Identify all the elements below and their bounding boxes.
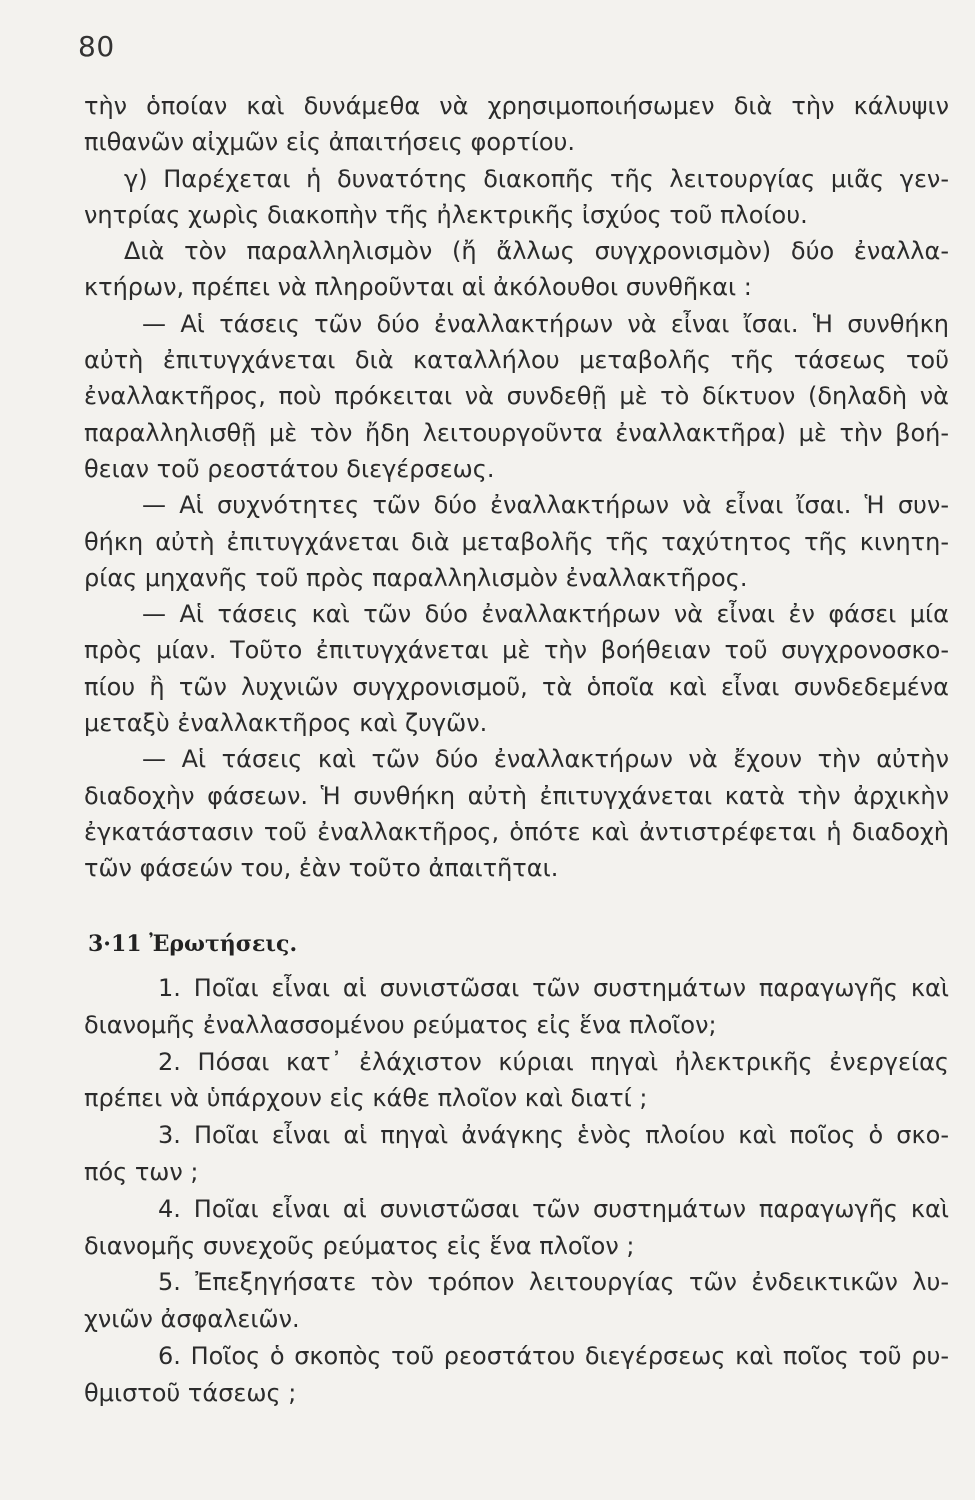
text-line: κτήρων, πρέπει νὰ πληροῦνται αἱ ἀκόλουθοι συνθῆκαι :: [84, 273, 752, 302]
question-line: πός των ;: [84, 1157, 199, 1186]
text-line: ρίας μηχανῆς τοῦ πρὸς παραλληλισμὸν ἐναλλακτῆρος.: [84, 563, 748, 592]
question-line: θμιστοῦ τάσεως ;: [84, 1378, 297, 1407]
question-line: 4. Ποῖαι εἶναι αἱ συνιστῶσαι τῶν συστημάτων παραγωγῆς καὶ: [158, 1194, 949, 1223]
question-line: 1. Ποῖαι εἶναι αἱ συνιστῶσαι τῶν συστημάτων παραγωγῆς καὶ: [158, 974, 949, 1002]
text-line: ἐναλλακτῆρος, ποὺ πρόκειται νὰ συνδεθῇ μὲ τὸ δίκτυον (δηλαδὴ νὰ: [84, 382, 949, 411]
text-line: θήκη αὐτὴ ἐπιτυγχάνεται διὰ μεταβολῆς τῆς ταχύτητος τῆς κινητη-: [84, 527, 949, 556]
text-line: πρὸς μίαν. Τοῦτο ἐπιτυγχάνεται μὲ τὴν βοήθειαν τοῦ συγχρονοσκο-: [84, 636, 949, 665]
question-line: χνιῶν ἀσφαλειῶν.: [84, 1305, 300, 1334]
text-line: αὐτὴ ἐπιτυγχάνεται διὰ καταλλήλου μεταβολῆς τῆς τάσεως τοῦ: [84, 346, 949, 375]
text-line: νητρίας χωρὶς διακοπὴν τῆς ἠλεκτρικῆς ἰσχύος τοῦ πλοίου.: [84, 200, 808, 229]
text-line: τῶν φάσεών του, ἐὰν τοῦτο ἀπαιτῆται.: [84, 854, 559, 883]
question-line: διανομῆς ἐναλλασσομένου ρεύματος εἰς ἕνα πλοῖον;: [84, 1010, 717, 1039]
text-line: — Αἱ τάσεις καὶ τῶν δύο ἐναλλακτήρων νὰ ἔχουν τὴν αὐτὴν: [142, 745, 949, 774]
section-heading: 3·11 Ἐρωτήσεις.: [88, 931, 298, 957]
question-line: πρέπει νὰ ὑπάρχουν εἰς κάθε πλοῖον καὶ διατί ;: [84, 1084, 648, 1113]
question-line: 5. Ἐπεξηγήσατε τὸν τρόπον λειτουργίας τῶν ἐνδεικτικῶν λυ-: [158, 1268, 949, 1297]
text-line: πίου ἢ τῶν λυχνιῶν συγχρονισμοῦ, τὰ ὁποῖα καὶ εἶναι συνδεδεμένα: [84, 672, 949, 701]
question-line: 6. Ποῖος ὁ σκοπὸς τοῦ ρεοστάτου διεγέρσεως καὶ ποῖος τοῦ ρυ-: [158, 1341, 949, 1370]
text-line: παραλληλισθῇ μὲ τὸν ἤδη λειτουργοῦντα ἐναλλακτῆρα) μὲ τὴν βοή-: [84, 418, 949, 447]
text-line: διαδοχὴν φάσεων. Ἡ συνθήκη αὐτὴ ἐπιτυγχάνεται κατὰ τὴν ἀρχικὴν: [84, 781, 949, 810]
text-line: τὴν ὁποίαν καὶ δυνάμεθα νὰ χρησιμοποιήσωμεν διὰ τὴν κάλυψιν: [84, 92, 949, 120]
questions-list: [84, 970, 949, 1412]
text-line: ἐγκατάστασιν τοῦ ἐναλλακτῆρος, ὁπότε καὶ ἀντιστρέφεται ἡ διαδοχὴ: [84, 817, 949, 846]
text-line: γ) Παρέχεται ἡ δυνατότης διακοπῆς τῆς λειτουργίας μιᾶς γεν-: [124, 164, 949, 193]
paragraph-text: [84, 88, 949, 887]
text-line: μεταξὺ ἐναλλακτῆρος καὶ ζυγῶν.: [84, 709, 488, 738]
question-line: 2. Πόσαι κατ᾽ ἐλάχιστον κύριαι πηγαὶ ἠλεκτρικῆς ἐνεργείας: [158, 1047, 949, 1076]
page-number: 80: [78, 30, 115, 63]
question-line: 3. Ποῖαι εἶναι αἱ πηγαὶ ἀνάγκης ἑνὸς πλοίου καὶ ποῖος ὁ σκο-: [158, 1121, 949, 1150]
text-line: — Αἱ τάσεις καὶ τῶν δύο ἐναλλακτήρων νὰ εἶναι ἐν φάσει μία: [142, 600, 949, 629]
question-line: διανομῆς συνεχοῦς ρεύματος εἰς ἕνα πλοῖον ;: [84, 1231, 635, 1260]
text-line: — Αἱ τάσεις τῶν δύο ἐναλλακτήρων νὰ εἶναι ἴσαι. Ἡ συνθήκη: [142, 309, 949, 338]
text-line: Διὰ τὸν παραλληλισμὸν (ἤ ἄλλως συγχρονισμὸν) δύο ἐναλλα-: [124, 237, 949, 266]
text-line: θειαν τοῦ ρεοστάτου διεγέρσεως.: [84, 454, 495, 483]
text-line: πιθανῶν αἰχμῶν εἰς ἀπαιτήσεις φορτίου.: [84, 128, 576, 157]
text-line: — Αἱ συχνότητες τῶν δύο ἐναλλακτήρων νὰ εἶναι ἴσαι. Ἡ συν-: [142, 491, 949, 520]
